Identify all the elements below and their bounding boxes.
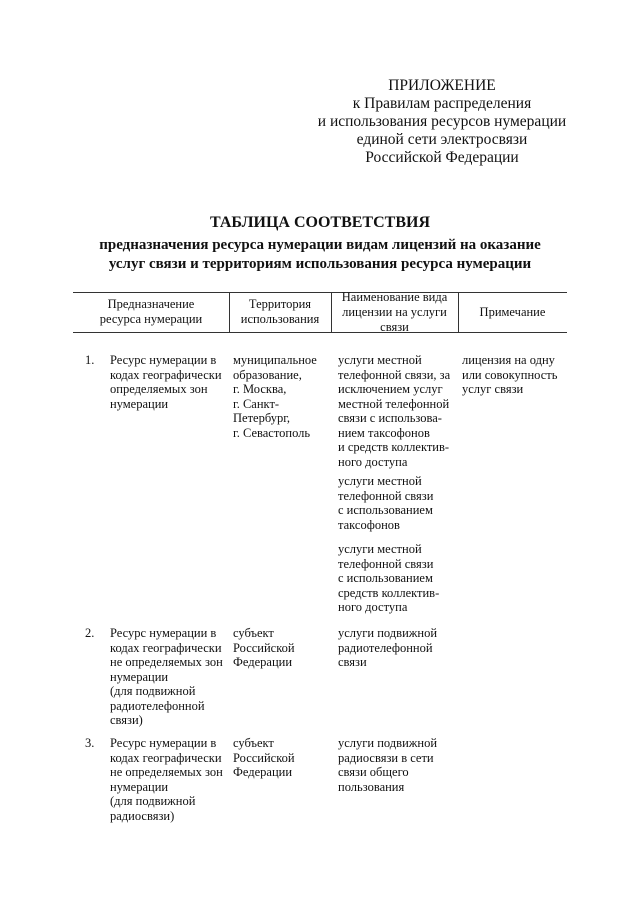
header-label: Примечание <box>479 304 546 319</box>
row-licenses <box>338 736 437 794</box>
row-territory: муниципальное образование, г. Москва, г. Санкт- Петербург, г. Севастополь <box>233 353 317 440</box>
header-label: Территория использования <box>240 297 320 326</box>
row-territory: субъект Российской Федерации <box>233 736 295 779</box>
row-number: 2. <box>85 626 95 640</box>
header-label: Предназначение ресурса нумерации <box>99 297 203 326</box>
document-subtitle <box>60 236 580 274</box>
row-purpose: Ресурс нумерации в кодах географически определяемых зон нумерации <box>110 353 222 411</box>
license-item: услуги подвижной радиотелефонной связи <box>338 626 438 669</box>
row-purpose: Ресурс нумерации в кодах географически не определяемых зон нумерации (для подвижной радиотелефонной связи) <box>110 626 223 727</box>
license-item: услуги местной телефонной связи с использованием средств коллектив- ного доступа <box>338 542 440 614</box>
appendix-line: Российской Федерации <box>365 149 519 166</box>
appendix-header <box>300 77 584 167</box>
row-licenses <box>338 626 437 670</box>
document-title: ТАБЛИЦА СООТВЕТСТВИЯ <box>209 214 430 231</box>
row-territory: субъект Российской Федерации <box>233 626 295 669</box>
header-label: Наименование вида лицензии на услуги связи <box>341 289 448 334</box>
header-territory <box>229 292 331 332</box>
row-number: 3. <box>85 736 95 750</box>
row-number: 1. <box>85 353 95 367</box>
appendix-line: единой сети электросвязи <box>356 131 528 148</box>
row-purpose: Ресурс нумерации в кодах географически не определяемых зон нумерации (для подвижной радиосвязи) <box>110 736 223 823</box>
subtitle-line: предназначения ресурса нумерации видам лицензий на оказание <box>99 237 541 253</box>
row-note: лицензия на одну или совокупность услуг связи <box>462 353 558 396</box>
subtitle-line: услуг связи и территориям использования ресурса нумерации <box>108 256 532 272</box>
license-item: услуги местной телефонной связи, за исключением услуг местной телефонной связи с использова- нием таксофонов и средств коллектив- ного доступа <box>338 353 451 469</box>
license-item: услуги подвижной радиосвязи в сети связи общего пользования <box>338 736 438 794</box>
table-header-rule <box>73 332 567 333</box>
header-purpose <box>73 292 229 332</box>
appendix-line: ПРИЛОЖЕНИЕ <box>388 77 496 94</box>
header-note <box>458 292 567 332</box>
appendix-line: и использования ресурсов нумерации <box>317 113 567 130</box>
license-item: услуги местной телефонной связи с использованием таксофонов <box>338 474 434 532</box>
appendix-line: к Правилам распределения <box>352 95 532 112</box>
row-licenses <box>338 353 450 615</box>
header-license-type <box>331 289 458 334</box>
